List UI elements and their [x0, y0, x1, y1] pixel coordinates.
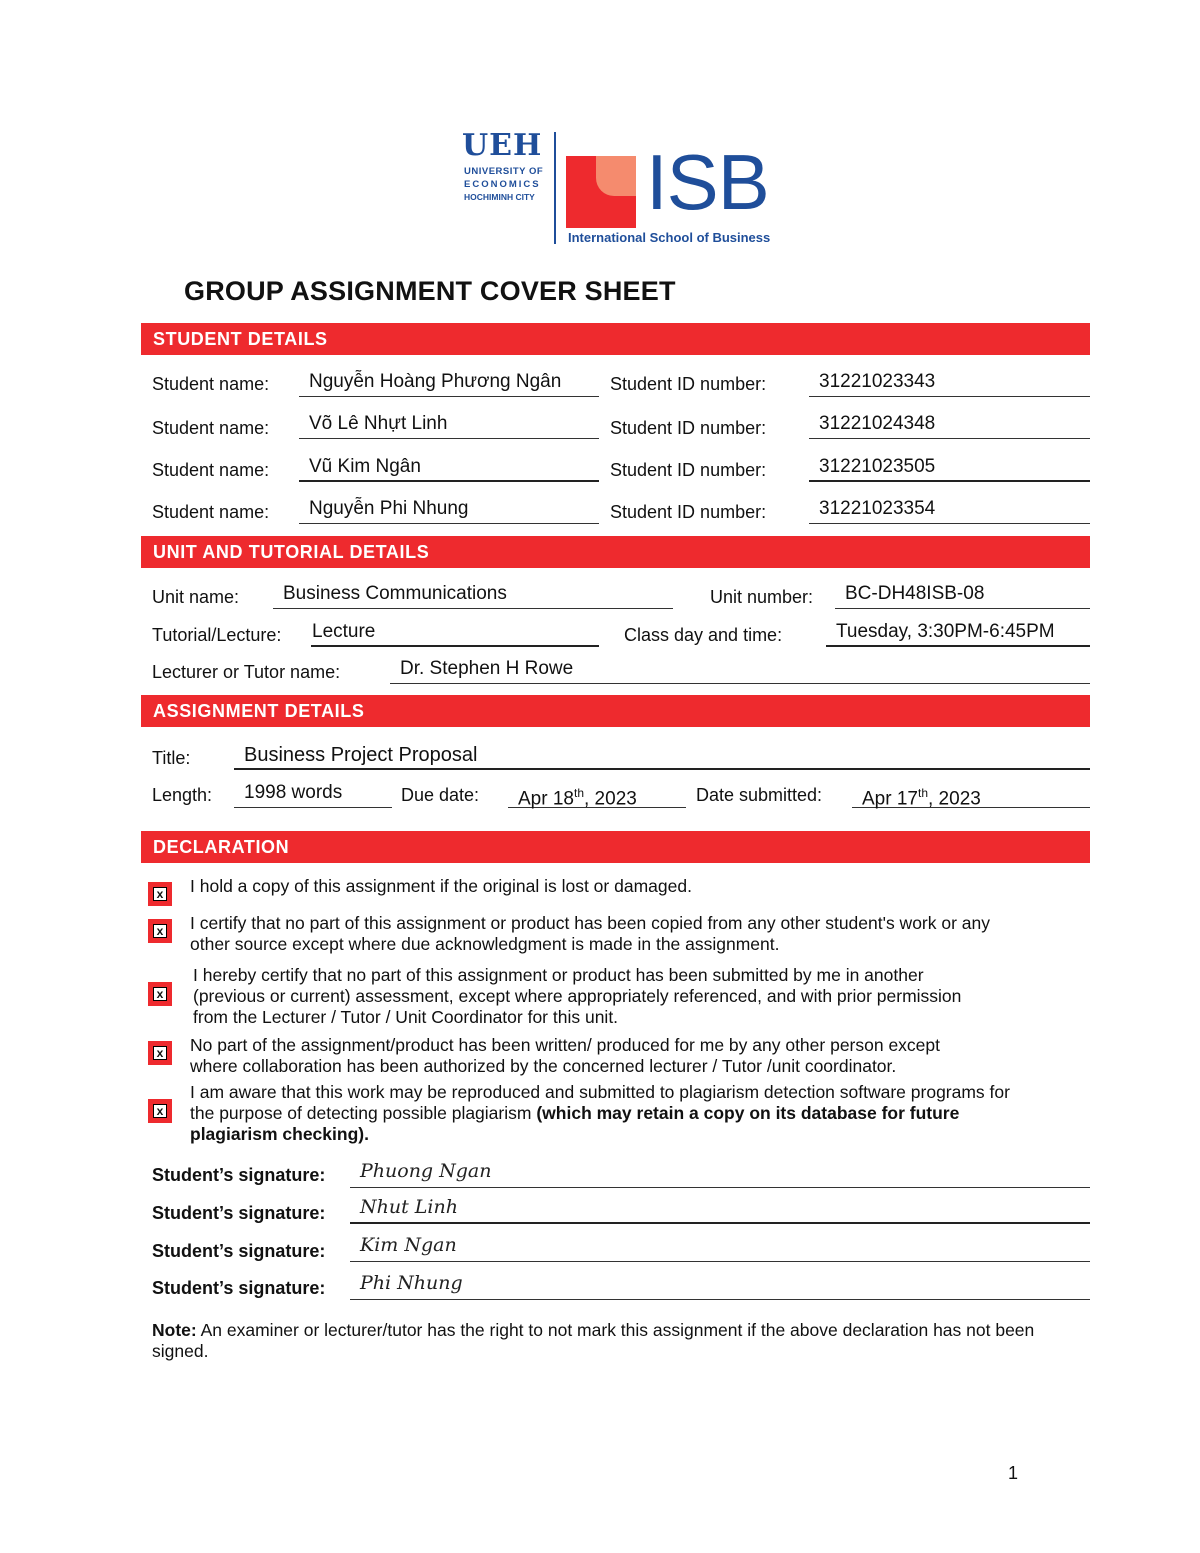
declaration-item — [190, 876, 1070, 897]
tutorial-field[interactable]: Lecture — [311, 621, 599, 647]
declaration-text: the purpose of detecting possible plagiarism — [190, 1103, 532, 1123]
declaration-text: I certify that no part of this assignment or product has been copied from any other student's work or any — [190, 913, 991, 933]
checkbox-mark: x — [153, 887, 167, 901]
class-time-label: Class day and time: — [624, 625, 783, 645]
declaration-checkbox[interactable] — [148, 882, 172, 906]
student-id-label: Student ID number: — [610, 502, 767, 522]
student-name-field[interactable]: Nguyễn Hoàng Phương Ngân — [299, 371, 599, 397]
isb-caption: International School of Business — [568, 230, 771, 245]
declaration-item — [193, 965, 1073, 1028]
signature-label: Student’s signature: — [152, 1241, 326, 1261]
student-id-field[interactable]: 31221023505 — [809, 456, 1090, 482]
student-name-label: Student name: — [152, 460, 270, 480]
lecturer-label: Lecturer or Tutor name: — [152, 662, 341, 682]
checkbox-mark: x — [153, 924, 167, 938]
student-name-label: Student name: — [152, 418, 270, 438]
tutorial-label: Tutorial/Lecture: — [152, 625, 282, 645]
student-name-label: Student name: — [152, 374, 270, 394]
declaration-item — [190, 1035, 1070, 1077]
submitted-date-year: , 2023 — [928, 788, 981, 810]
submitted-date-main: Apr 17 — [862, 788, 918, 810]
signature-label: Student’s signature: — [152, 1165, 326, 1185]
declaration-text: No part of the assignment/product has been written/ produced for me by any other person except — [190, 1035, 941, 1055]
assignment-details-heading: ASSIGNMENT DETAILS — [153, 701, 365, 721]
unit-number-label: Unit number: — [710, 587, 814, 607]
student-name-field[interactable]: Vũ Kim Ngân — [299, 456, 599, 482]
student-name-label: Student name: — [152, 502, 270, 522]
assignment-title-field[interactable]: Business Project Proposal — [234, 744, 1090, 770]
note-body: An examiner or lecturer/tutor has the right to not mark this assignment if the above declaration has not been signed. — [152, 1320, 1035, 1361]
declaration-heading: DECLARATION — [153, 837, 290, 857]
checkbox-mark: x — [153, 987, 167, 1001]
declaration-text: I am aware that this work may be reproduced and submitted to plagiarism detection software programs for — [190, 1082, 1010, 1102]
length-label: Length: — [152, 785, 213, 805]
unit-details-heading: UNIT AND TUTORIAL DETAILS — [153, 542, 430, 562]
declaration-header — [141, 831, 1090, 863]
due-date-suffix: th — [573, 786, 584, 800]
due-date-field[interactable] — [508, 782, 686, 808]
student-id-label: Student ID number: — [610, 460, 767, 480]
assignment-details-header — [141, 695, 1090, 727]
signature-label: Student’s signature: — [152, 1203, 326, 1223]
declaration-text: from the Lecturer / Tutor / Unit Coordinator for this unit. — [193, 1007, 619, 1027]
ueh-line-2: ECONOMICS — [464, 179, 541, 190]
student-id-field[interactable]: 31221023343 — [809, 371, 1090, 397]
student-id-field[interactable]: 31221023354 — [809, 498, 1090, 524]
student-details-header — [141, 323, 1090, 355]
page-number: 1 — [1008, 1463, 1019, 1483]
isb-wordmark: ISB — [646, 138, 769, 226]
due-date-label: Due date: — [401, 785, 480, 805]
note-label: Note: — [152, 1320, 197, 1340]
declaration-emphasis: (which may retain a copy on its database for future — [536, 1103, 960, 1123]
unit-number-field[interactable]: BC-DH48ISB-08 — [835, 583, 1090, 609]
university-logo — [458, 128, 798, 248]
student-id-label: Student ID number: — [610, 418, 767, 438]
declaration-text: (previous or current) assessment, except where appropriately referenced, and with prior permission — [193, 986, 962, 1006]
note-text — [152, 1320, 1062, 1362]
lecturer-field[interactable]: Dr. Stephen H Rowe — [390, 658, 1090, 684]
declaration-checkbox[interactable] — [148, 1041, 172, 1065]
declaration-item — [190, 1082, 1090, 1145]
declaration-text: I hereby certify that no part of this assignment or product has been submitted by me in another — [193, 965, 924, 985]
checkbox-mark: x — [153, 1104, 167, 1118]
logo-divider — [554, 132, 556, 244]
declaration-checkbox[interactable] — [148, 982, 172, 1006]
signature-field[interactable]: Kim Ngan — [350, 1234, 1090, 1262]
declaration-text-line — [190, 1103, 1090, 1124]
length-field[interactable]: 1998 words — [234, 782, 392, 808]
due-date-year: , 2023 — [584, 788, 637, 810]
date-submitted-label: Date submitted: — [696, 785, 823, 805]
page-title: GROUP ASSIGNMENT COVER SHEET — [184, 276, 676, 306]
due-date-main: Apr 18 — [518, 788, 574, 810]
ueh-line-1: UNIVERSITY OF — [464, 166, 544, 177]
checkbox-mark: x — [153, 1046, 167, 1060]
declaration-text: other source except where due acknowledgment is made in the assignment. — [190, 934, 780, 954]
student-id-field[interactable]: 31221024348 — [809, 413, 1090, 439]
unit-name-field[interactable]: Business Communications — [273, 583, 673, 609]
declaration-text: where collaboration has been authorized by the concerned lecturer / Tutor /unit coordinator. — [190, 1056, 897, 1076]
signature-field[interactable]: Nhut Linh — [350, 1196, 1090, 1224]
student-details-heading: STUDENT DETAILS — [153, 329, 328, 349]
isb-emblem-icon — [566, 156, 636, 228]
declaration-checkbox[interactable] — [148, 919, 172, 943]
title-label: Title: — [152, 748, 191, 768]
student-name-field[interactable]: Nguyễn Phi Nhung — [299, 498, 599, 524]
signature-field[interactable]: Phuong Ngan — [350, 1160, 1090, 1188]
declaration-checkbox[interactable] — [148, 1099, 172, 1123]
ueh-line-3: HOCHIMINH CITY — [464, 192, 535, 202]
submitted-date-suffix: th — [917, 786, 928, 800]
class-time-field[interactable]: Tuesday, 3:30PM-6:45PM — [826, 621, 1090, 647]
signature-label: Student’s signature: — [152, 1278, 326, 1298]
ueh-wordmark: UEH — [462, 128, 543, 163]
signature-field[interactable]: Phi Nhung — [350, 1272, 1090, 1300]
declaration-item — [190, 913, 1070, 955]
unit-details-header — [141, 536, 1090, 568]
student-name-field[interactable]: Võ Lê Nhựt Linh — [299, 413, 599, 439]
declaration-text: I hold a copy of this assignment if the original is lost or damaged. — [190, 876, 692, 896]
isb-emblem-salmon — [596, 156, 636, 196]
date-submitted-field[interactable] — [852, 782, 1090, 808]
declaration-emphasis: plagiarism checking). — [190, 1124, 369, 1144]
student-id-label: Student ID number: — [610, 374, 767, 394]
unit-name-label: Unit name: — [152, 587, 240, 607]
